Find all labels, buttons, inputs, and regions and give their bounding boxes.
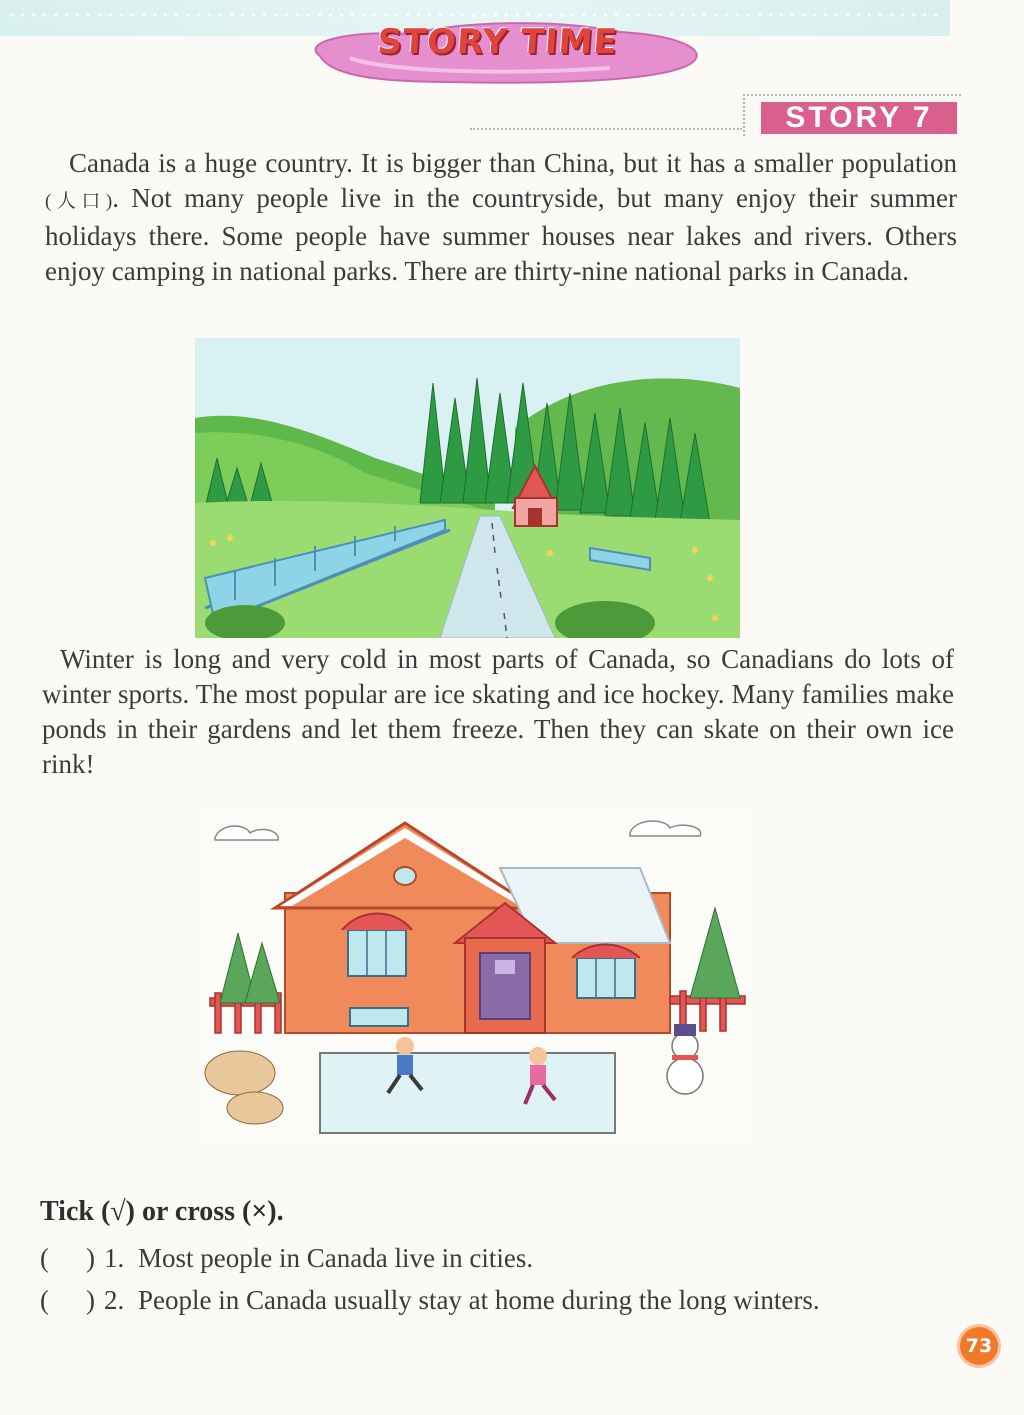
page-number-badge: 73 (960, 1327, 998, 1365)
paragraph-1-text-a: Canada is a huge country. It is bigger than China, but it has a smaller population (69, 148, 957, 178)
answer-paren-open: ( (40, 1285, 49, 1315)
story-number-badge: STORY 7 (761, 102, 957, 134)
story-paragraph-2: Winter is long and very cold in most parts of Canada, so Canadians do lots of winter sports. The most popular are ice skating and ice hockey. Many families make ponds in their gardens and let them freeze. Then they can skate on their own ice rink! (42, 644, 954, 779)
national-park-illustration (195, 338, 740, 638)
story-time-banner (290, 12, 705, 86)
exercise-instruction: Tick (√) or cross (×). (40, 1196, 284, 1227)
question-text: People in Canada usually stay at home during the long winters. (138, 1285, 820, 1315)
answer-paren-close: ) (86, 1243, 95, 1273)
answer-paren-open: ( (40, 1243, 49, 1273)
answer-paren-close: ) (86, 1285, 95, 1315)
paragraph-1-text-b: . Not many people live in the countryside, but many enjoy their summer holidays there. Some people have summer houses near lakes and rivers. Others enjoy camping in national parks. There are thirty-nine national parks in Canada. (45, 183, 957, 286)
banner-title: STORY TIME (375, 22, 620, 62)
story-paragraph-1 (45, 146, 957, 289)
winter-house-ice-rink-illustration (200, 808, 752, 1141)
question-text: Most people in Canada live in cities. (138, 1243, 534, 1273)
question-number: 2. (104, 1285, 125, 1315)
story-label-dotted-line (470, 128, 742, 130)
question-number: 1. (104, 1243, 125, 1273)
chinese-gloss-note: (人口) (45, 191, 113, 212)
